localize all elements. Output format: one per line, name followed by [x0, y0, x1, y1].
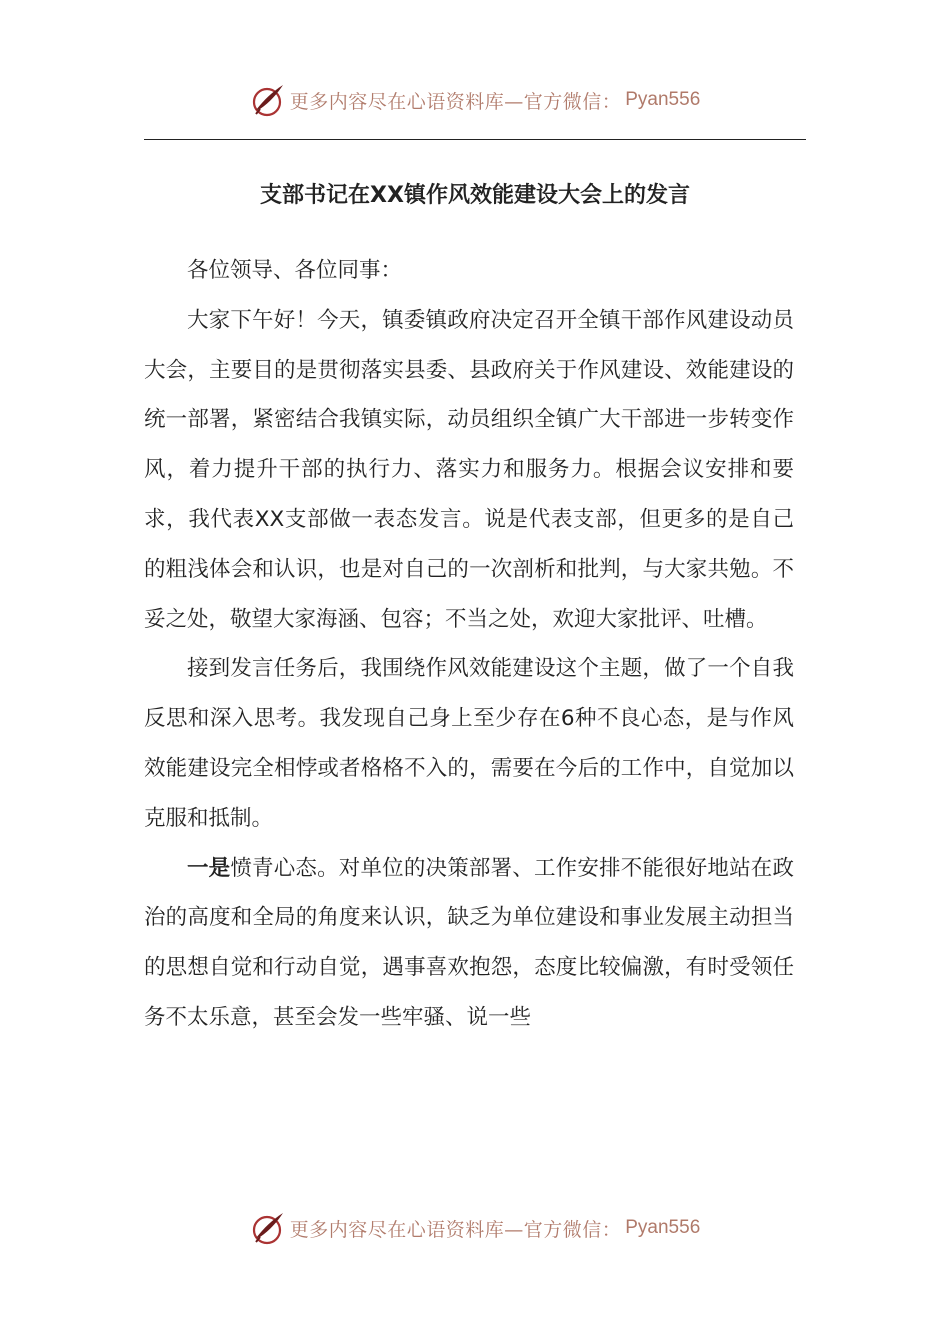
- header-divider: [144, 139, 806, 140]
- paragraph: 大家下午好！今天，镇委镇政府决定召开全镇干部作风建设动员大会，主要目的是贯彻落实县委、县政府关于作风建设、效能建设的统一部署，紧密结合我镇实际，动员组织全镇广大干部进一步转变作风，着力提升干部的执行力、落实力和服务力。根据会议安排和要求，我代表XX支部做一表态发言。说是代表支部，但更多的是自己的粗浅体会和认识，也是对自己的一次剖析和批判，与大家共勉。不妥之处，敬望大家海涵、包容；不当之处，欢迎大家批评、吐槽。: [144, 307, 794, 632]
- banner-text: 更多内容尽在心语资料库—官方微信：: [289, 1218, 622, 1241]
- footer-banner: [0, 1210, 950, 1246]
- paragraph-text: 愤青心态。对单位的决策部署、工作安排不能很好地站在政治的高度和全局的角度来认识，缺乏为单位建设和事业发展主动担当的思想自觉和行动自觉，遇事喜欢抱怨，态度比较偏激，有时受领任务不太乐意，甚至会发一些牢骚、说一些: [144, 855, 794, 1030]
- quill-logo-icon: [250, 1210, 286, 1246]
- paragraph-lead: 一是: [187, 855, 231, 881]
- paragraph: 接到发言任务后，我围绕作风效能建设这个主题，做了一个自我反思和深入思考。我发现自己身上至少存在6种不良心态，是与作风效能建设完全相悖或者格格不入的，需要在今后的工作中，自觉加以克服和抵制。: [144, 656, 794, 831]
- quill-logo-icon: [250, 82, 286, 118]
- banner-wechat-id: Pyan556: [625, 1217, 701, 1238]
- document-body: [144, 246, 794, 1043]
- paragraph: [144, 844, 794, 1043]
- document-title: 支部书记在XX镇作风效能建设大会上的发言: [260, 183, 690, 208]
- banner-wechat-id: Pyan556: [625, 89, 701, 110]
- banner-text: 更多内容尽在心语资料库—官方微信：: [289, 90, 622, 113]
- greeting: 各位领导、各位同事：: [187, 258, 403, 283]
- header-banner: [0, 82, 950, 118]
